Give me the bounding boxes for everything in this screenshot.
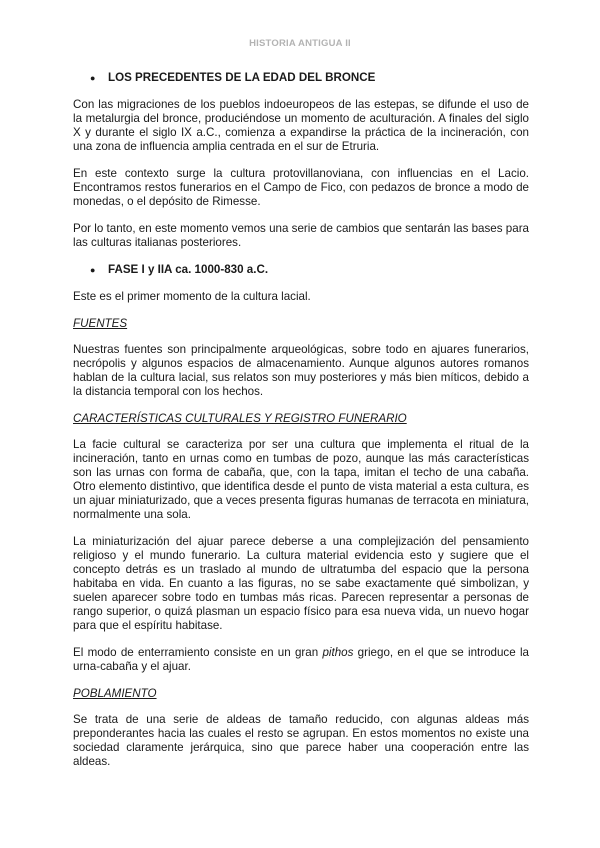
subsection-title: FUENTES — [73, 317, 128, 330]
paragraph: En este contexto surge la cultura protovillanoviana, con influencias en el Lacio. Encontramos restos funerarios en el Campo de Fico, con pedazos de bronce a modo de monedas, o el depósito de Rimesse. — [73, 167, 529, 208]
paragraph: Este es el primer momento de la cultura lacial. — [73, 290, 311, 303]
subsection-title: CARACTERÍSTICAS CULTURALES Y REGISTRO FUNERARIO — [73, 412, 407, 425]
page-header: HISTORIA ANTIGUA II — [249, 38, 351, 49]
paragraph: La facie cultural se caracteriza por ser una cultura que implementa el ritual de la incineración, tanto en urnas como en tumbas de pozo, aunque las más características son las urnas con forma de cabaña, que, con la tapa, imitan el techo de una cabaña. Otro elemento distintivo, que identifica desde el punto de vista material a esta cultura, es un ajuar miniaturizado, que a veces presenta figuras humanas de terracota en miniatura, normalmente una sola. — [73, 438, 529, 521]
paragraph — [73, 646, 529, 674]
paragraph-text: El modo de enterramiento consiste en un gran — [73, 646, 323, 659]
paragraph: Se trata de una serie de aldeas de tamaño reducido, con algunas aldeas más preponderantes hacia las cuales el resto se agrupan. En estos momentos no existe una sociedad claramente jerárquica, sino que parece haber una cooperación entre las aldeas. — [73, 713, 529, 768]
heading-text: LOS PRECEDENTES DE LA EDAD DEL BRONCE — [108, 71, 376, 84]
section-heading — [90, 263, 529, 277]
heading-text: FASE I y IIA ca. 1000-830 a.C. — [108, 263, 269, 276]
paragraph: Nuestras fuentes son principalmente arqueológicas, sobre todo en ajuares funerarios, necrópolis y algunos espacios de almacenamiento. Aunque algunos autores romanos hablan de la cultura lacial, sus relatos son muy posteriores y más bien míticos, debido a la distancia temporal con los hechos. — [73, 343, 529, 398]
paragraph: Con las migraciones de los pueblos indoeuropeos de las estepas, se difunde el uso de la metalurgia del bronce, produciéndose un momento de aculturación. A finales del siglo X y durante el siglo IX a.C., comienza a expandirse la práctica de la incineración, con una zona de influencia amplia centrada en el sur de Etruria. — [73, 98, 529, 153]
bullet-icon: ● — [90, 265, 96, 275]
subsection-title: POBLAMIENTO — [73, 687, 157, 700]
bullet-icon: ● — [90, 73, 96, 83]
italic-term: pithos — [322, 646, 354, 659]
document-body — [73, 71, 529, 782]
paragraph: Por lo tanto, en este momento vemos una serie de cambios que sentarán las bases para las culturas italianas posteriores. — [73, 222, 529, 249]
section-heading — [90, 71, 529, 85]
paragraph-text: griego, en el que se introduce la urna-cabaña y el ajuar. — [73, 646, 529, 673]
paragraph: La miniaturización del ajuar parece deberse a una complejización del pensamiento religioso y el mundo funerario. La cultura material evidencia esto y sugiere que el concepto detrás es un traslado al mundo de ultratumba del espacio que la persona habitaba en vida. En cuanto a las figuras, no se sabe exactamente qué simbolizan, y suelen aparecer sobre todo en tumbas más ricas. Parecen representar a personas de rango superior, o quizá plasman un espacio físico para esa nueva vida, un nuevo hogar para que el espíritu habitase. — [73, 535, 529, 632]
